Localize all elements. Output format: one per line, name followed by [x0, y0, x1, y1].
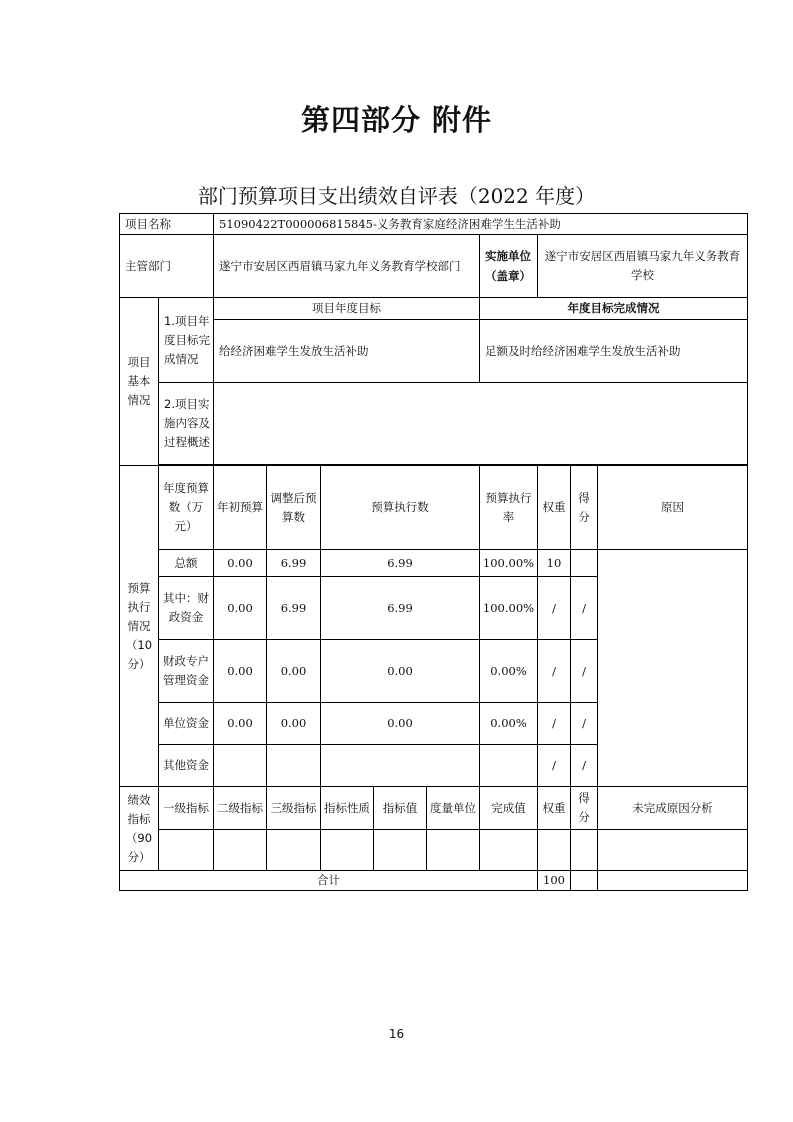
- score-header: 得分: [571, 787, 598, 830]
- row-indicator-empty: [120, 830, 748, 871]
- budget-executed: 0.00: [321, 640, 480, 703]
- dept-value: 遂宁市安居区西眉镇马家九年义务教育学校部门: [214, 235, 480, 298]
- budget-executed: [321, 745, 480, 787]
- completion-header: 年度目标完成情况: [480, 298, 748, 320]
- actual-header: 完成值: [480, 787, 538, 830]
- budget-weight: /: [538, 745, 571, 787]
- item2-label: 2.项目实施内容及过程概述: [159, 383, 214, 465]
- budget-initial: 0.00: [214, 640, 267, 703]
- budget-weight: /: [538, 577, 571, 640]
- budget-initial: 0.00: [214, 703, 267, 745]
- total-reason: [598, 871, 748, 891]
- nature-header: 指标性质: [321, 787, 374, 830]
- level1-header: 一级指标: [159, 787, 214, 830]
- row-indicator-headers: [120, 787, 748, 830]
- budget-row-label: 单位资金: [159, 703, 214, 745]
- budget-adjusted: 6.99: [267, 550, 321, 577]
- row-goal-values: [120, 320, 748, 383]
- budget-adjusted: [267, 745, 321, 787]
- weight-header: 权重: [538, 466, 571, 550]
- adjusted-budget-header: 调整后预算数: [267, 466, 321, 550]
- budget-initial: [214, 745, 267, 787]
- executed-budget-header: 预算执行数: [321, 466, 480, 550]
- indicator-cell: [427, 830, 480, 871]
- indicator-cell: [214, 830, 267, 871]
- row-goal-headers: [120, 298, 748, 320]
- value-header: 指标值: [374, 787, 427, 830]
- row-budget-total: [120, 550, 748, 577]
- page-number: 16: [388, 1027, 405, 1041]
- budget-score: /: [571, 745, 598, 787]
- performance-section-label: 绩效指标（90分）: [120, 787, 159, 871]
- reason-header: 原因: [598, 466, 748, 550]
- budget-section-label: 预算执行情况（10分）: [120, 466, 159, 787]
- dept-label: 主管部门: [120, 235, 214, 298]
- level2-header: 二级指标: [214, 787, 267, 830]
- item1-label: 1.项目年度目标完成情况: [159, 298, 214, 383]
- budget-adjusted: 6.99: [267, 577, 321, 640]
- budget-weight: 10: [538, 550, 571, 577]
- budget-initial: 0.00: [214, 550, 267, 577]
- project-name-label: 项目名称: [120, 214, 214, 235]
- indicator-cell: [538, 830, 571, 871]
- unit-label: 实施单位（盖章）: [480, 235, 538, 298]
- indicator-cell: [267, 830, 321, 871]
- total-score: [571, 871, 598, 891]
- row-total: [120, 871, 748, 891]
- budget-reason: [598, 550, 748, 787]
- budget-score: /: [571, 703, 598, 745]
- row-budget-headers: [120, 466, 748, 550]
- indicator-cell: [571, 830, 598, 871]
- reason-analysis-header: 未完成原因分析: [598, 787, 748, 830]
- indicator-cell: [159, 830, 214, 871]
- budget-adjusted: 0.00: [267, 703, 321, 745]
- budget-score: [571, 550, 598, 577]
- table-title: 部门预算项目支出绩效自评表（2022 年度）: [197, 184, 596, 208]
- budget-initial: 0.00: [214, 577, 267, 640]
- total-label: 合计: [120, 871, 538, 891]
- part-heading: 第四部分 附件: [300, 103, 493, 137]
- budget-rate: 0.00%: [480, 703, 538, 745]
- indicator-cell: [374, 830, 427, 871]
- score-header: 得分: [571, 466, 598, 550]
- budget-weight: /: [538, 640, 571, 703]
- unit-header: 度量单位: [427, 787, 480, 830]
- budget-row-label: 总额: [159, 550, 214, 577]
- total-weight: 100: [538, 871, 571, 891]
- budget-score: /: [571, 577, 598, 640]
- budget-rate: [480, 745, 538, 787]
- level3-header: 三级指标: [267, 787, 321, 830]
- budget-score: /: [571, 640, 598, 703]
- budget-row-label: 其他资金: [159, 745, 214, 787]
- budget-rate: 0.00%: [480, 640, 538, 703]
- completion-value: 足额及时给经济困难学生发放生活补助: [480, 320, 748, 383]
- indicator-cell: [321, 830, 374, 871]
- budget-executed: 6.99: [321, 550, 480, 577]
- weight-header: 权重: [538, 787, 571, 830]
- budget-row-label: 财政专户管理资金: [159, 640, 214, 703]
- budget-rate: 100.00%: [480, 550, 538, 577]
- row-item2: [120, 383, 748, 465]
- unit-value: 遂宁市安居区西眉镇马家九年义务教育学校: [538, 235, 748, 298]
- execution-rate-header: 预算执行率: [480, 466, 538, 550]
- budget-rate: 100.00%: [480, 577, 538, 640]
- item2-value: [214, 383, 748, 465]
- row-department: [120, 235, 748, 298]
- goal-value: 给经济困难学生发放生活补助: [214, 320, 480, 383]
- basic-section-label: 项目基本情况: [120, 298, 159, 466]
- goal-header: 项目年度目标: [214, 298, 480, 320]
- budget-executed: 6.99: [321, 577, 480, 640]
- indicator-cell: [480, 830, 538, 871]
- row-project-name: [120, 214, 748, 235]
- initial-budget-header: 年初预算: [214, 466, 267, 550]
- performance-evaluation-table: [119, 213, 748, 891]
- budget-adjusted: 0.00: [267, 640, 321, 703]
- budget-row-label: 其中：财政资金: [159, 577, 214, 640]
- annual-budget-header: 年度预算数（万元）: [159, 466, 214, 550]
- indicator-cell: [598, 830, 748, 871]
- budget-executed: 0.00: [321, 703, 480, 745]
- project-name-value: 51090422T000006815845-义务教育家庭经济困难学生生活补助: [214, 214, 748, 235]
- budget-weight: /: [538, 703, 571, 745]
